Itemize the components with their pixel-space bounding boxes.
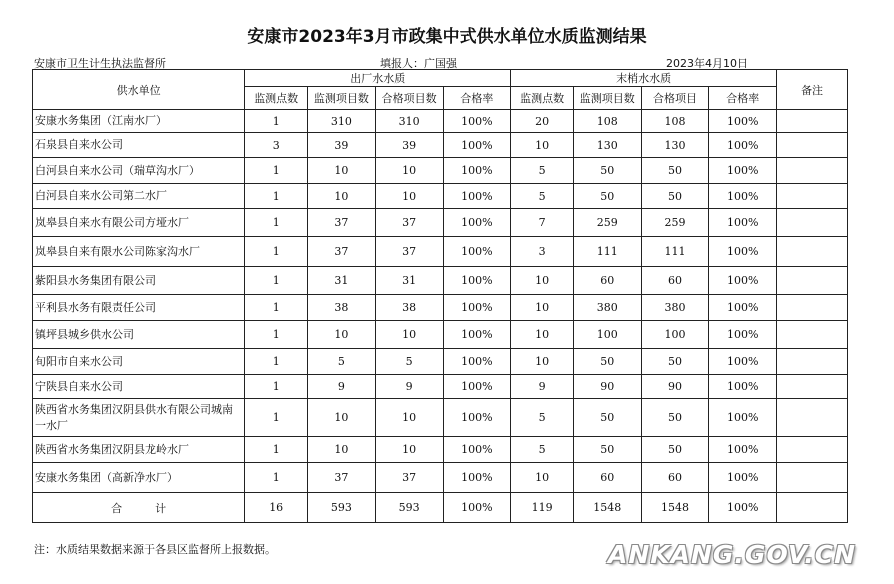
unit-name-cell: 镇坪县城乡供水公司 xyxy=(33,321,245,349)
remark-cell xyxy=(777,295,848,321)
tap-points-cell: 7 xyxy=(511,209,574,237)
factory-rate-cell: 100% xyxy=(443,295,511,321)
tap-items-cell: 108 xyxy=(573,110,641,133)
tap-qualified-cell: 259 xyxy=(641,209,709,237)
total-row xyxy=(33,493,848,523)
tap-rate-cell: 100% xyxy=(709,437,777,463)
tap-qualified-cell: 108 xyxy=(641,110,709,133)
factory-qualified-cell: 10 xyxy=(375,321,443,349)
table-row xyxy=(33,110,848,133)
unit-name-cell: 白河县自来水公司（瑞草沟水厂） xyxy=(33,158,245,184)
factory-qualified-cell: 37 xyxy=(375,209,443,237)
factory-rate-cell: 100% xyxy=(443,133,511,158)
factory-items-cell: 31 xyxy=(308,267,376,295)
table-row xyxy=(33,349,848,375)
tap-rate-cell: 100% xyxy=(709,209,777,237)
factory-rate-cell: 100% xyxy=(443,463,511,493)
tap-points-cell: 3 xyxy=(511,237,574,267)
factory-qualified-cell: 9 xyxy=(375,375,443,399)
table-row xyxy=(33,463,848,493)
tap-rate-cell: 100% xyxy=(709,158,777,184)
remark-cell xyxy=(777,133,848,158)
factory-qualified-cell: 38 xyxy=(375,295,443,321)
factory-items-cell: 39 xyxy=(308,133,376,158)
tap-rate-cell: 100% xyxy=(709,184,777,209)
unit-name-cell: 安康水务集团（高新净水厂） xyxy=(33,463,245,493)
factory-rate-cell: 100% xyxy=(443,349,511,375)
factory-rate-cell: 100% xyxy=(443,437,511,463)
tap-items-cell: 60 xyxy=(573,267,641,295)
factory-items-cell: 37 xyxy=(308,209,376,237)
factory-rate-cell: 100% xyxy=(443,237,511,267)
tap-items-cell: 130 xyxy=(573,133,641,158)
factory-qualified-cell: 5 xyxy=(375,349,443,375)
factory-points-cell: 1 xyxy=(245,437,308,463)
remark-cell xyxy=(777,399,848,437)
watermark-logo: ANKANG.GOV.CN xyxy=(608,540,857,569)
table-body xyxy=(33,110,848,493)
tap-points-cell: 10 xyxy=(511,463,574,493)
tap-qualified-cell: 380 xyxy=(641,295,709,321)
page-title: 安康市2023年3月市政集中式供水单位水质监测结果 xyxy=(247,27,647,47)
factory-qualified-cell: 310 xyxy=(375,110,443,133)
tap-items-cell: 60 xyxy=(573,463,641,493)
tap-points-cell: 10 xyxy=(511,349,574,375)
total-t-rate: 100% xyxy=(709,493,777,523)
tap-rate-cell: 100% xyxy=(709,375,777,399)
total-f-points: 16 xyxy=(245,493,308,523)
table-row xyxy=(33,209,848,237)
factory-points-cell: 1 xyxy=(245,375,308,399)
factory-qualified-cell: 31 xyxy=(375,267,443,295)
factory-rate-cell: 100% xyxy=(443,184,511,209)
total-label: 合 计 xyxy=(33,493,245,523)
unit-name-cell: 宁陕县自来水公司 xyxy=(33,375,245,399)
tap-qualified-cell: 60 xyxy=(641,463,709,493)
header-t-rate: 合格率 xyxy=(709,87,777,110)
table-row xyxy=(33,437,848,463)
unit-name-cell: 陕西省水务集团汉阴县龙岭水厂 xyxy=(33,437,245,463)
header-t-qualified: 合格项目 xyxy=(641,87,709,110)
factory-items-cell: 37 xyxy=(308,237,376,267)
footnote: 注：水质结果数据来源于各县区监督所上报数据。 xyxy=(34,543,276,556)
header-unit: 供水单位 xyxy=(33,70,245,110)
remark-cell xyxy=(777,321,848,349)
tap-rate-cell: 100% xyxy=(709,321,777,349)
factory-items-cell: 10 xyxy=(308,399,376,437)
factory-qualified-cell: 10 xyxy=(375,399,443,437)
factory-qualified-cell: 37 xyxy=(375,463,443,493)
tap-points-cell: 10 xyxy=(511,133,574,158)
total-f-items: 593 xyxy=(308,493,376,523)
table-row xyxy=(33,399,848,437)
tap-items-cell: 50 xyxy=(573,349,641,375)
header-t-points: 监测点数 xyxy=(511,87,574,110)
factory-points-cell: 1 xyxy=(245,321,308,349)
header-f-items: 监测项目数 xyxy=(308,87,376,110)
factory-rate-cell: 100% xyxy=(443,110,511,133)
factory-rate-cell: 100% xyxy=(443,375,511,399)
remark-cell xyxy=(777,267,848,295)
tap-items-cell: 259 xyxy=(573,209,641,237)
table-row xyxy=(33,375,848,399)
factory-points-cell: 1 xyxy=(245,209,308,237)
tap-points-cell: 10 xyxy=(511,295,574,321)
factory-points-cell: 1 xyxy=(245,110,308,133)
tap-points-cell: 5 xyxy=(511,184,574,209)
tap-items-cell: 90 xyxy=(573,375,641,399)
unit-name-cell: 石泉县自来水公司 xyxy=(33,133,245,158)
remark-cell xyxy=(777,110,848,133)
unit-name-cell: 紫阳县水务集团有限公司 xyxy=(33,267,245,295)
header-f-points: 监测点数 xyxy=(245,87,308,110)
factory-qualified-cell: 10 xyxy=(375,158,443,184)
factory-points-cell: 1 xyxy=(245,237,308,267)
remark-cell xyxy=(777,184,848,209)
factory-points-cell: 1 xyxy=(245,295,308,321)
header-factory-water: 出厂水水质 xyxy=(245,70,511,87)
factory-qualified-cell: 37 xyxy=(375,237,443,267)
tap-points-cell: 5 xyxy=(511,158,574,184)
factory-qualified-cell: 39 xyxy=(375,133,443,158)
factory-points-cell: 1 xyxy=(245,399,308,437)
tap-rate-cell: 100% xyxy=(709,237,777,267)
unit-name-cell: 岚皋县自来水有限公司方垭水厂 xyxy=(33,209,245,237)
factory-items-cell: 10 xyxy=(308,437,376,463)
tap-qualified-cell: 100 xyxy=(641,321,709,349)
factory-points-cell: 1 xyxy=(245,463,308,493)
factory-items-cell: 37 xyxy=(308,463,376,493)
tap-rate-cell: 100% xyxy=(709,110,777,133)
header-f-qualified: 合格项目数 xyxy=(375,87,443,110)
total-t-items: 1548 xyxy=(573,493,641,523)
header-f-rate: 合格率 xyxy=(443,87,511,110)
tap-points-cell: 9 xyxy=(511,375,574,399)
reporter: 填报人：广国强 xyxy=(380,57,457,70)
tap-items-cell: 50 xyxy=(573,437,641,463)
factory-rate-cell: 100% xyxy=(443,321,511,349)
tap-rate-cell: 100% xyxy=(709,349,777,375)
remark-cell xyxy=(777,375,848,399)
remark-cell xyxy=(777,463,848,493)
table-row xyxy=(33,158,848,184)
factory-points-cell: 1 xyxy=(245,267,308,295)
remark-cell xyxy=(777,209,848,237)
factory-items-cell: 9 xyxy=(308,375,376,399)
remark-cell xyxy=(777,349,848,375)
table-row xyxy=(33,237,848,267)
table-row xyxy=(33,321,848,349)
factory-points-cell: 1 xyxy=(245,158,308,184)
factory-qualified-cell: 10 xyxy=(375,184,443,209)
tap-qualified-cell: 60 xyxy=(641,267,709,295)
unit-name-cell: 平利县水务有限责任公司 xyxy=(33,295,245,321)
total-remark xyxy=(777,493,848,523)
factory-items-cell: 10 xyxy=(308,184,376,209)
factory-rate-cell: 100% xyxy=(443,267,511,295)
water-quality-table xyxy=(32,69,848,523)
tap-items-cell: 111 xyxy=(573,237,641,267)
total-t-qualified: 1548 xyxy=(641,493,709,523)
tap-qualified-cell: 50 xyxy=(641,349,709,375)
remark-cell xyxy=(777,158,848,184)
tap-items-cell: 50 xyxy=(573,158,641,184)
tap-items-cell: 100 xyxy=(573,321,641,349)
tap-points-cell: 10 xyxy=(511,267,574,295)
unit-name-cell: 白河县自来水公司第二水厂 xyxy=(33,184,245,209)
tap-points-cell: 5 xyxy=(511,437,574,463)
factory-items-cell: 10 xyxy=(308,321,376,349)
unit-name-cell: 岚皋县自来有限水公司陈家沟水厂 xyxy=(33,237,245,267)
total-f-qualified: 593 xyxy=(375,493,443,523)
tap-qualified-cell: 50 xyxy=(641,158,709,184)
unit-name-cell: 旬阳市自来水公司 xyxy=(33,349,245,375)
unit-name-cell: 安康水务集团（江南水厂） xyxy=(33,110,245,133)
tap-qualified-cell: 130 xyxy=(641,133,709,158)
table-row xyxy=(33,133,848,158)
report-date: 2023年4月10日 xyxy=(666,57,748,70)
tap-qualified-cell: 50 xyxy=(641,184,709,209)
tap-points-cell: 20 xyxy=(511,110,574,133)
tap-items-cell: 380 xyxy=(573,295,641,321)
tap-rate-cell: 100% xyxy=(709,399,777,437)
header-t-items: 监测项目数 xyxy=(573,87,641,110)
remark-cell xyxy=(777,237,848,267)
tap-rate-cell: 100% xyxy=(709,267,777,295)
factory-rate-cell: 100% xyxy=(443,158,511,184)
factory-items-cell: 38 xyxy=(308,295,376,321)
tap-items-cell: 50 xyxy=(573,184,641,209)
tap-qualified-cell: 50 xyxy=(641,437,709,463)
factory-qualified-cell: 10 xyxy=(375,437,443,463)
tap-rate-cell: 100% xyxy=(709,295,777,321)
table-row xyxy=(33,267,848,295)
tap-rate-cell: 100% xyxy=(709,133,777,158)
table-row xyxy=(33,184,848,209)
factory-points-cell: 1 xyxy=(245,349,308,375)
unit-name-cell: 陕西省水务集团汉阴县供水有限公司城南一水厂 xyxy=(33,399,245,437)
factory-points-cell: 1 xyxy=(245,184,308,209)
total-t-points: 119 xyxy=(511,493,574,523)
header-tap-water: 末梢水水质 xyxy=(511,70,777,87)
table-row xyxy=(33,295,848,321)
remark-cell xyxy=(777,437,848,463)
factory-points-cell: 3 xyxy=(245,133,308,158)
tap-qualified-cell: 50 xyxy=(641,399,709,437)
tap-qualified-cell: 90 xyxy=(641,375,709,399)
header-remarks: 备注 xyxy=(777,70,848,110)
factory-items-cell: 10 xyxy=(308,158,376,184)
factory-rate-cell: 100% xyxy=(443,399,511,437)
factory-rate-cell: 100% xyxy=(443,209,511,237)
tap-rate-cell: 100% xyxy=(709,463,777,493)
tap-qualified-cell: 111 xyxy=(641,237,709,267)
total-f-rate: 100% xyxy=(443,493,511,523)
organization: 安康市卫生计生执法监督所 xyxy=(34,57,166,70)
tap-items-cell: 50 xyxy=(573,399,641,437)
factory-items-cell: 310 xyxy=(308,110,376,133)
tap-points-cell: 10 xyxy=(511,321,574,349)
tap-points-cell: 5 xyxy=(511,399,574,437)
factory-items-cell: 5 xyxy=(308,349,376,375)
